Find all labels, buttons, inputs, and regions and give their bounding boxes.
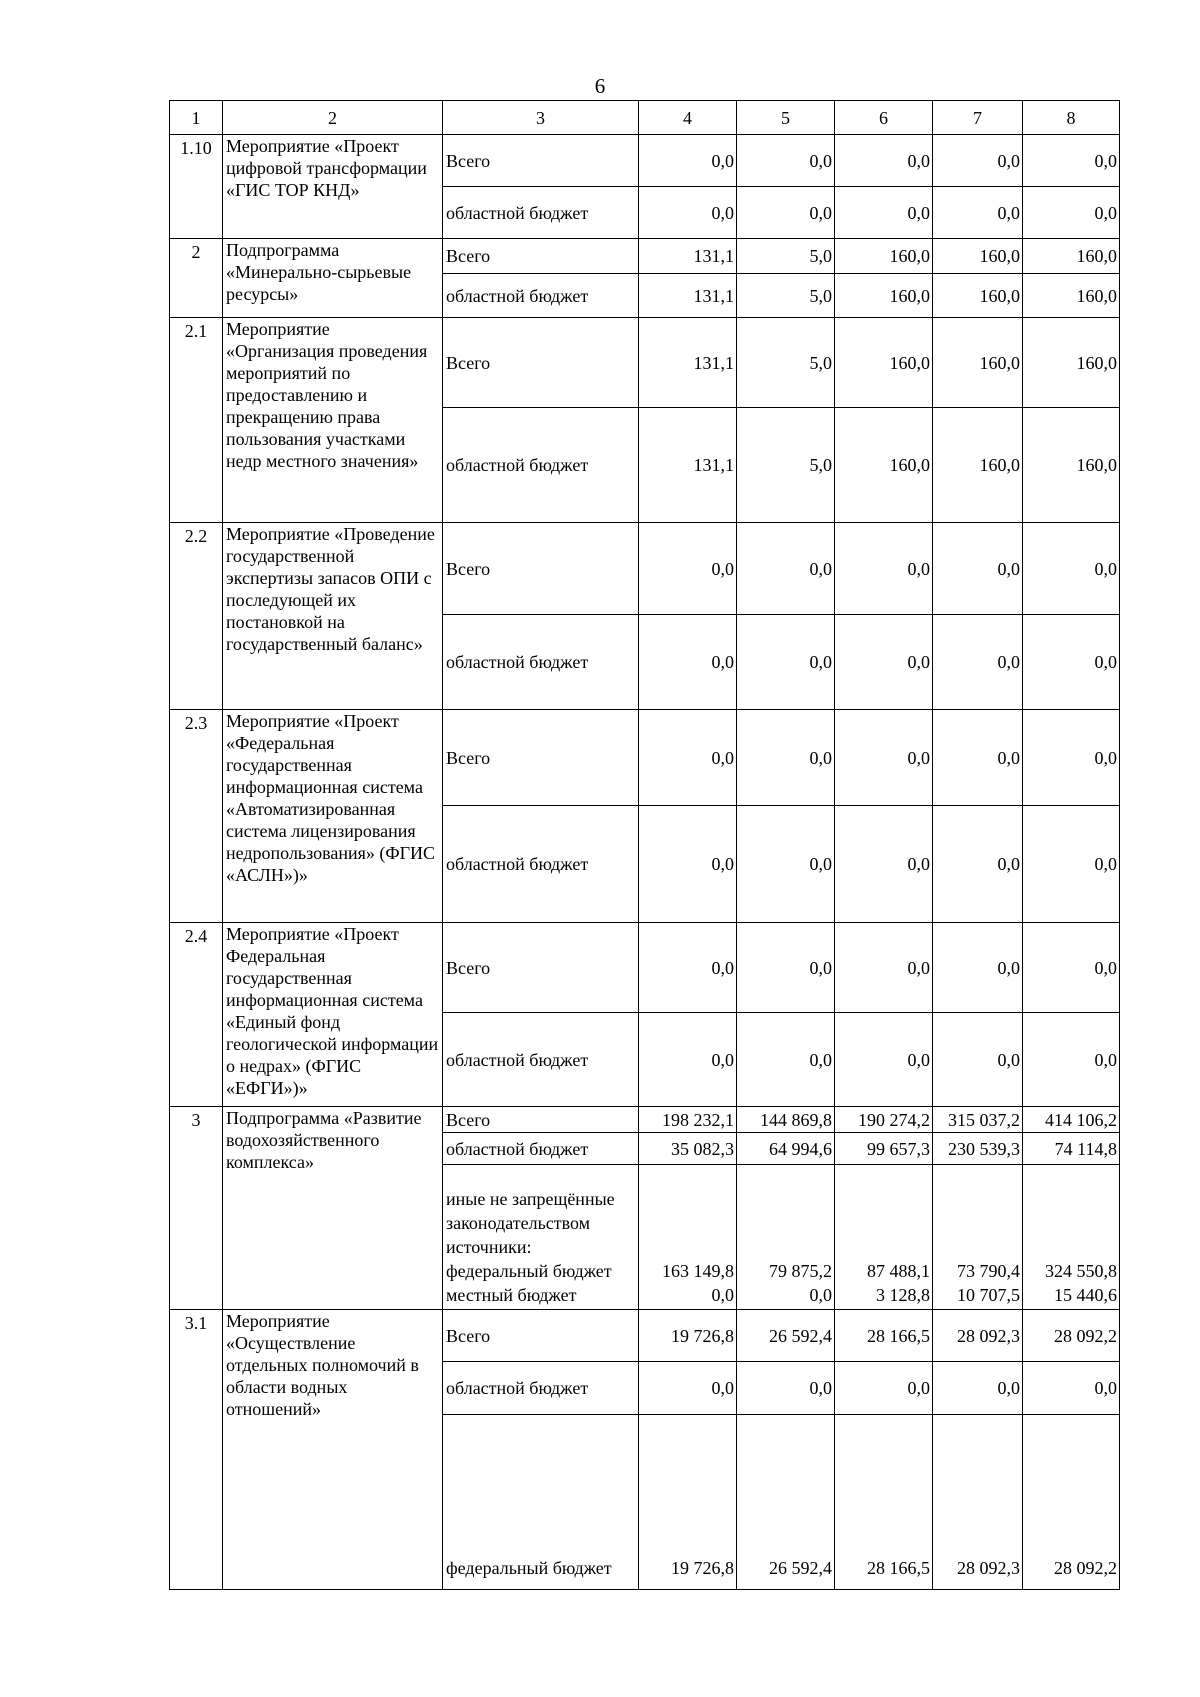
value-cell bbox=[933, 1165, 1023, 1310]
value-cell: 0,0 bbox=[835, 135, 933, 187]
local-value: 0,0 bbox=[711, 1285, 734, 1305]
source-label: областной бюджет bbox=[443, 408, 639, 523]
value-cell: 0,0 bbox=[1023, 187, 1120, 239]
value-cell: 5,0 bbox=[737, 408, 835, 523]
value-cell: 160,0 bbox=[835, 274, 933, 318]
value-cell: 19 726,8 bbox=[639, 1310, 737, 1362]
value-cell: 230 539,3 bbox=[933, 1133, 1023, 1165]
value-cell: 5,0 bbox=[737, 239, 835, 274]
local-value: 10 707,5 bbox=[957, 1285, 1020, 1305]
source-label: областной бюджет bbox=[443, 274, 639, 318]
row-name: Мероприятие «Проект «Федеральная государственная информационная система «Автоматизированная система лицензирования недропользования» (ФГИС «АСЛН»)» bbox=[223, 710, 443, 923]
value-cell: 99 657,3 bbox=[835, 1133, 933, 1165]
value-cell: 0,0 bbox=[933, 523, 1023, 615]
value-cell: 0,0 bbox=[933, 923, 1023, 1013]
value-cell: 28 092,3 bbox=[933, 1415, 1023, 1590]
value-cell bbox=[639, 1165, 737, 1310]
value-cell: 160,0 bbox=[933, 274, 1023, 318]
value-cell: 160,0 bbox=[1023, 239, 1120, 274]
value-cell: 160,0 bbox=[835, 239, 933, 274]
row-name: Мероприятие «Проведение государственной экспертизы запасов ОПИ с последующей их постановкой на государственный баланс» bbox=[223, 523, 443, 710]
value-cell bbox=[737, 1165, 835, 1310]
row-name: Мероприятие «Осуществление отдельных полномочий в области водных отношений» bbox=[223, 1310, 443, 1590]
value-cell: 0,0 bbox=[1023, 710, 1120, 806]
value-cell: 0,0 bbox=[1023, 523, 1120, 615]
value-cell: 0,0 bbox=[1023, 806, 1120, 923]
row-number: 3 bbox=[170, 1107, 223, 1310]
row-number: 2.2 bbox=[170, 523, 223, 710]
value-cell: 160,0 bbox=[1023, 408, 1120, 523]
header-cell: 6 bbox=[835, 101, 933, 135]
value-cell: 160,0 bbox=[1023, 318, 1120, 408]
row-name: Мероприятие «Проект Федеральная государственная информационная система «Единый фонд геологической информации о недрах» (ФГИС «ЕФГИ»)» bbox=[223, 923, 443, 1107]
local-value: 3 128,8 bbox=[876, 1285, 930, 1305]
value-cell: 0,0 bbox=[835, 1362, 933, 1415]
value-cell: 0,0 bbox=[933, 135, 1023, 187]
value-cell: 5,0 bbox=[737, 318, 835, 408]
value-cell: 26 592,4 bbox=[737, 1415, 835, 1590]
header-cell: 7 bbox=[933, 101, 1023, 135]
value-cell: 0,0 bbox=[835, 615, 933, 710]
value-cell: 131,1 bbox=[639, 274, 737, 318]
header-cell: 3 bbox=[443, 101, 639, 135]
value-cell: 74 114,8 bbox=[1023, 1133, 1120, 1165]
value-cell: 0,0 bbox=[737, 923, 835, 1013]
source-label: федеральный бюджет bbox=[443, 1415, 639, 1590]
value-cell: 160,0 bbox=[933, 408, 1023, 523]
page-number: 6 bbox=[594, 74, 606, 98]
source-label: областной бюджет bbox=[443, 615, 639, 710]
value-cell: 0,0 bbox=[737, 615, 835, 710]
source-label: областной бюджет bbox=[443, 1362, 639, 1415]
value-cell: 0,0 bbox=[737, 710, 835, 806]
value-cell: 0,0 bbox=[737, 806, 835, 923]
table-row bbox=[170, 523, 1120, 615]
federal-value: 79 875,2 bbox=[769, 1261, 832, 1281]
source-label: областной бюджет bbox=[443, 187, 639, 239]
value-cell: 131,1 bbox=[639, 318, 737, 408]
row-number: 3.1 bbox=[170, 1310, 223, 1590]
value-cell: 0,0 bbox=[1023, 923, 1120, 1013]
header-cell: 8 bbox=[1023, 101, 1120, 135]
source-label: Всего bbox=[443, 710, 639, 806]
value-cell bbox=[835, 1165, 933, 1310]
value-cell: 0,0 bbox=[933, 710, 1023, 806]
source-label: областной бюджет bbox=[443, 1013, 639, 1107]
federal-value: 324 550,8 bbox=[1045, 1261, 1117, 1281]
value-cell: 0,0 bbox=[639, 1013, 737, 1107]
local-value: 0,0 bbox=[809, 1285, 832, 1305]
value-cell: 414 106,2 bbox=[1023, 1107, 1120, 1133]
row-name: Мероприятие «Проект цифровой трансформации «ГИС ТОР КНД» bbox=[223, 135, 443, 239]
value-cell: 0,0 bbox=[933, 615, 1023, 710]
value-cell: 0,0 bbox=[835, 710, 933, 806]
value-cell: 19 726,8 bbox=[639, 1415, 737, 1590]
value-cell: 0,0 bbox=[933, 187, 1023, 239]
table-row bbox=[170, 1107, 1120, 1133]
value-cell: 131,1 bbox=[639, 408, 737, 523]
value-cell: 0,0 bbox=[639, 523, 737, 615]
value-cell: 0,0 bbox=[639, 806, 737, 923]
value-cell: 0,0 bbox=[639, 615, 737, 710]
value-cell: 28 092,2 bbox=[1023, 1310, 1120, 1362]
source-label: Всего bbox=[443, 523, 639, 615]
header-cell: 5 bbox=[737, 101, 835, 135]
source-label: областной бюджет bbox=[443, 806, 639, 923]
row-number: 2.1 bbox=[170, 318, 223, 523]
value-cell: 160,0 bbox=[835, 408, 933, 523]
row-number: 2 bbox=[170, 239, 223, 318]
value-cell: 0,0 bbox=[737, 523, 835, 615]
budget-table bbox=[169, 100, 1120, 1590]
value-cell: 0,0 bbox=[639, 135, 737, 187]
row-number: 2.3 bbox=[170, 710, 223, 923]
value-cell: 160,0 bbox=[933, 239, 1023, 274]
value-cell: 0,0 bbox=[835, 923, 933, 1013]
value-cell: 28 166,5 bbox=[835, 1415, 933, 1590]
row-name: Подпрограмма «Развитие водохозяйственного комплекса» bbox=[223, 1107, 443, 1310]
value-cell: 5,0 bbox=[737, 274, 835, 318]
source-label: Всего bbox=[443, 135, 639, 187]
local-value: 15 440,6 bbox=[1054, 1285, 1117, 1305]
table-row bbox=[170, 135, 1120, 187]
value-cell: 0,0 bbox=[737, 187, 835, 239]
value-cell: 0,0 bbox=[639, 923, 737, 1013]
row-number: 2.4 bbox=[170, 923, 223, 1107]
table-row bbox=[170, 318, 1120, 408]
value-cell: 144 869,8 bbox=[737, 1107, 835, 1133]
value-cell: 0,0 bbox=[737, 1362, 835, 1415]
source-label: Всего bbox=[443, 1310, 639, 1362]
value-cell: 0,0 bbox=[835, 523, 933, 615]
source-label: федеральный бюджет bbox=[446, 1261, 612, 1281]
table-row bbox=[170, 710, 1120, 806]
header-cell: 1 bbox=[170, 101, 223, 135]
value-cell: 28 092,3 bbox=[933, 1310, 1023, 1362]
value-cell bbox=[1023, 1165, 1120, 1310]
value-cell: 64 994,6 bbox=[737, 1133, 835, 1165]
value-cell: 315 037,2 bbox=[933, 1107, 1023, 1133]
value-cell: 0,0 bbox=[639, 187, 737, 239]
source-label: Всего bbox=[443, 239, 639, 274]
value-cell: 0,0 bbox=[933, 1362, 1023, 1415]
value-cell: 0,0 bbox=[1023, 135, 1120, 187]
value-cell: 0,0 bbox=[835, 1013, 933, 1107]
value-cell: 0,0 bbox=[1023, 615, 1120, 710]
value-cell: 0,0 bbox=[1023, 1013, 1120, 1107]
value-cell: 0,0 bbox=[933, 1013, 1023, 1107]
value-cell: 190 274,2 bbox=[835, 1107, 933, 1133]
source-label: Всего bbox=[443, 923, 639, 1013]
value-cell: 35 082,3 bbox=[639, 1133, 737, 1165]
header-cell: 2 bbox=[223, 101, 443, 135]
source-label: Всего bbox=[443, 1107, 639, 1133]
table-row bbox=[170, 1310, 1120, 1362]
value-cell: 28 092,2 bbox=[1023, 1415, 1120, 1590]
value-cell: 131,1 bbox=[639, 239, 737, 274]
value-cell: 160,0 bbox=[1023, 274, 1120, 318]
row-name: Подпрограмма «Минерально-сырьевые ресурсы» bbox=[223, 239, 443, 318]
value-cell: 0,0 bbox=[639, 710, 737, 806]
value-cell: 0,0 bbox=[1023, 1362, 1120, 1415]
header-row bbox=[170, 101, 1120, 135]
source-label: областной бюджет bbox=[443, 1133, 639, 1165]
federal-value: 163 149,8 bbox=[662, 1261, 734, 1281]
row-number: 1.10 bbox=[170, 135, 223, 239]
row-name: Мероприятие «Организация проведения мероприятий по предоставлению и прекращению права пользования участками недр местного значения» bbox=[223, 318, 443, 523]
value-cell: 0,0 bbox=[737, 1013, 835, 1107]
other-sources-heading: иные не запрещённые законодательством источники: bbox=[446, 1189, 615, 1257]
other-sources-cell bbox=[443, 1165, 639, 1310]
table-row bbox=[170, 923, 1120, 1013]
value-cell: 0,0 bbox=[835, 806, 933, 923]
value-cell: 160,0 bbox=[835, 318, 933, 408]
header-cell: 4 bbox=[639, 101, 737, 135]
federal-value: 73 790,4 bbox=[957, 1261, 1020, 1281]
source-label: Всего bbox=[443, 318, 639, 408]
federal-value: 87 488,1 bbox=[867, 1261, 930, 1281]
value-cell: 28 166,5 bbox=[835, 1310, 933, 1362]
value-cell: 26 592,4 bbox=[737, 1310, 835, 1362]
value-cell: 0,0 bbox=[639, 1362, 737, 1415]
value-cell: 160,0 bbox=[933, 318, 1023, 408]
value-cell: 0,0 bbox=[933, 806, 1023, 923]
value-cell: 0,0 bbox=[835, 187, 933, 239]
table-row bbox=[170, 239, 1120, 274]
source-label: местный бюджет bbox=[446, 1285, 577, 1305]
value-cell: 0,0 bbox=[737, 135, 835, 187]
value-cell: 198 232,1 bbox=[639, 1107, 737, 1133]
